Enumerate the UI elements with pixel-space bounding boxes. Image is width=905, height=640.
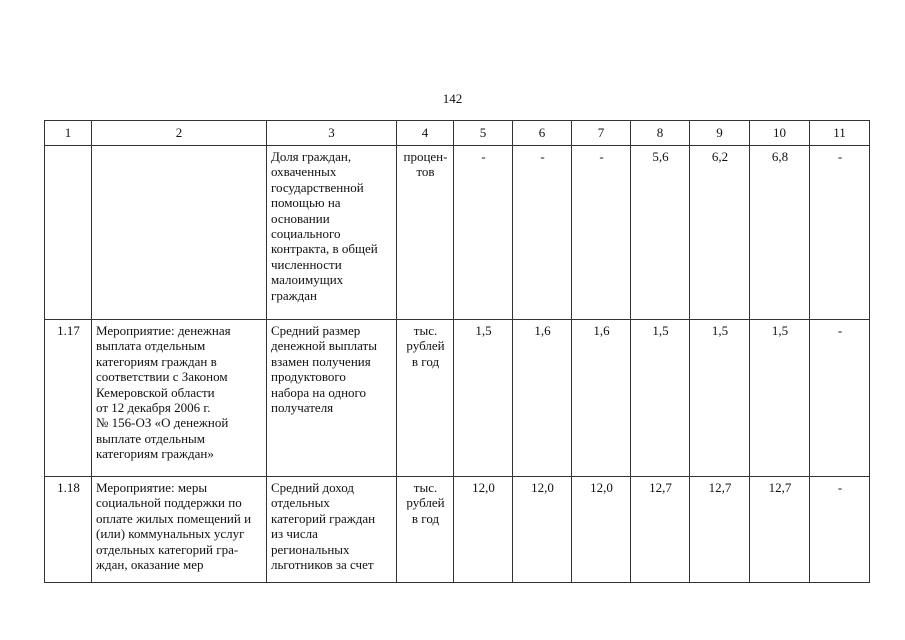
header-cell-11: 11 [810, 121, 870, 146]
cell-line: категориям граждан в [96, 353, 217, 369]
value-cell-col-10: 6,8 [750, 146, 810, 320]
cell-line: охваченных [271, 164, 337, 180]
cell-line: тыс. [413, 323, 438, 338]
unit-cell [397, 146, 454, 320]
table-row [45, 146, 870, 320]
cell-line: категориям граждан» [96, 446, 214, 462]
event-cell [92, 320, 267, 477]
cell-line: в год [411, 510, 440, 526]
indicator-cell [267, 320, 397, 477]
value-cell-col-9: 1,5 [690, 320, 750, 477]
cell-line: набора на одного [271, 384, 367, 400]
row-number-cell: 1.17 [45, 320, 92, 477]
cell-line: оплате жилых помещений и [96, 510, 252, 526]
value-cell-col-8: 12,7 [631, 477, 690, 583]
table-row [45, 477, 870, 583]
cell-line: основании [271, 210, 330, 226]
event-cell [92, 477, 267, 583]
value-cell-col-5: - [454, 146, 513, 320]
cell-line: рублей [406, 495, 445, 511]
value-cell-col-9: 12,7 [690, 477, 750, 583]
indicator-cell [267, 477, 397, 583]
cell-line: выплата отдельным [96, 338, 206, 354]
cell-line: государственной [271, 179, 364, 195]
table-row [45, 320, 870, 477]
header-cell-3: 3 [267, 121, 397, 146]
header-cell-2: 2 [92, 121, 267, 146]
cell-line: получателя [271, 400, 334, 416]
cell-line: соответствии с Законом [96, 369, 228, 385]
cell-line: социального [271, 226, 341, 242]
indicator-cell [267, 146, 397, 320]
value-cell-col-11: - [810, 146, 870, 320]
cell-line: в год [411, 353, 440, 369]
value-cell-col-5: 12,0 [454, 477, 513, 583]
row-number-cell [45, 146, 92, 320]
cell-line: денежной выплаты [271, 338, 377, 354]
cell-line: Мероприятие: денежная [96, 323, 231, 338]
value-cell-col-10: 1,5 [750, 320, 810, 477]
unit-cell [397, 477, 454, 583]
value-cell-col-10: 12,7 [750, 477, 810, 583]
cell-line: граждан [271, 287, 317, 303]
cell-line: Доля граждан, [271, 149, 352, 164]
cell-line: льготников за счет [271, 557, 374, 573]
header-cell-8: 8 [631, 121, 690, 146]
cell-line: численности [271, 256, 342, 272]
cell-line: тов [416, 164, 435, 180]
cell-line: продуктового [271, 369, 346, 385]
cell-line: региональных [271, 541, 350, 557]
cell-line: (или) коммунальных услуг [96, 526, 245, 542]
cell-line: выплате отдельным [96, 430, 206, 446]
header-cell-5: 5 [454, 121, 513, 146]
cell-line: категорий граждан [271, 510, 376, 526]
cell-line: Средний доход [271, 480, 355, 495]
value-cell-col-7: 1,6 [572, 320, 631, 477]
cell-line: от 12 декабря 2006 г. [96, 400, 211, 416]
cell-line: Мероприятие: меры [96, 480, 208, 495]
value-cell-col-6: - [513, 146, 572, 320]
cell-line: контракта, в общей [271, 241, 378, 257]
header-cell-7: 7 [572, 121, 631, 146]
cell-line: из числа [271, 526, 318, 542]
value-cell-col-11: - [810, 477, 870, 583]
value-cell-col-7: 12,0 [572, 477, 631, 583]
value-cell-col-8: 1,5 [631, 320, 690, 477]
header-cell-4: 4 [397, 121, 454, 146]
header-cell-10: 10 [750, 121, 810, 146]
value-cell-col-11: - [810, 320, 870, 477]
value-cell-col-8: 5,6 [631, 146, 690, 320]
cell-line: тыс. [413, 480, 438, 495]
value-cell-col-9: 6,2 [690, 146, 750, 320]
table-header-row [45, 121, 870, 146]
value-cell-col-6: 12,0 [513, 477, 572, 583]
page-number: 142 [442, 91, 463, 106]
cell-line: процен- [403, 149, 448, 164]
header-cell-9: 9 [690, 121, 750, 146]
cell-line: социальной поддержки по [96, 495, 242, 511]
cell-line: № 156-ОЗ «О денежной [96, 415, 229, 431]
indicators-table [44, 120, 870, 583]
cell-line: взамен получения [271, 353, 371, 369]
cell-line: помощью на [271, 195, 341, 211]
cell-line: Кемеровской области [96, 384, 215, 400]
cell-line: рублей [406, 338, 445, 354]
header-cell-6: 6 [513, 121, 572, 146]
cell-line: Средний размер [271, 323, 361, 338]
event-cell [92, 146, 267, 320]
value-cell-col-7: - [572, 146, 631, 320]
value-cell-col-6: 1,6 [513, 320, 572, 477]
cell-line: отдельных [271, 495, 330, 511]
cell-line: малоимущих [271, 272, 344, 288]
value-cell-col-5: 1,5 [454, 320, 513, 477]
row-number-cell: 1.18 [45, 477, 92, 583]
cell-line: ждан, оказание мер [96, 557, 204, 573]
unit-cell [397, 320, 454, 477]
cell-line: отдельных категорий гра- [96, 541, 239, 557]
header-cell-1: 1 [45, 121, 92, 146]
